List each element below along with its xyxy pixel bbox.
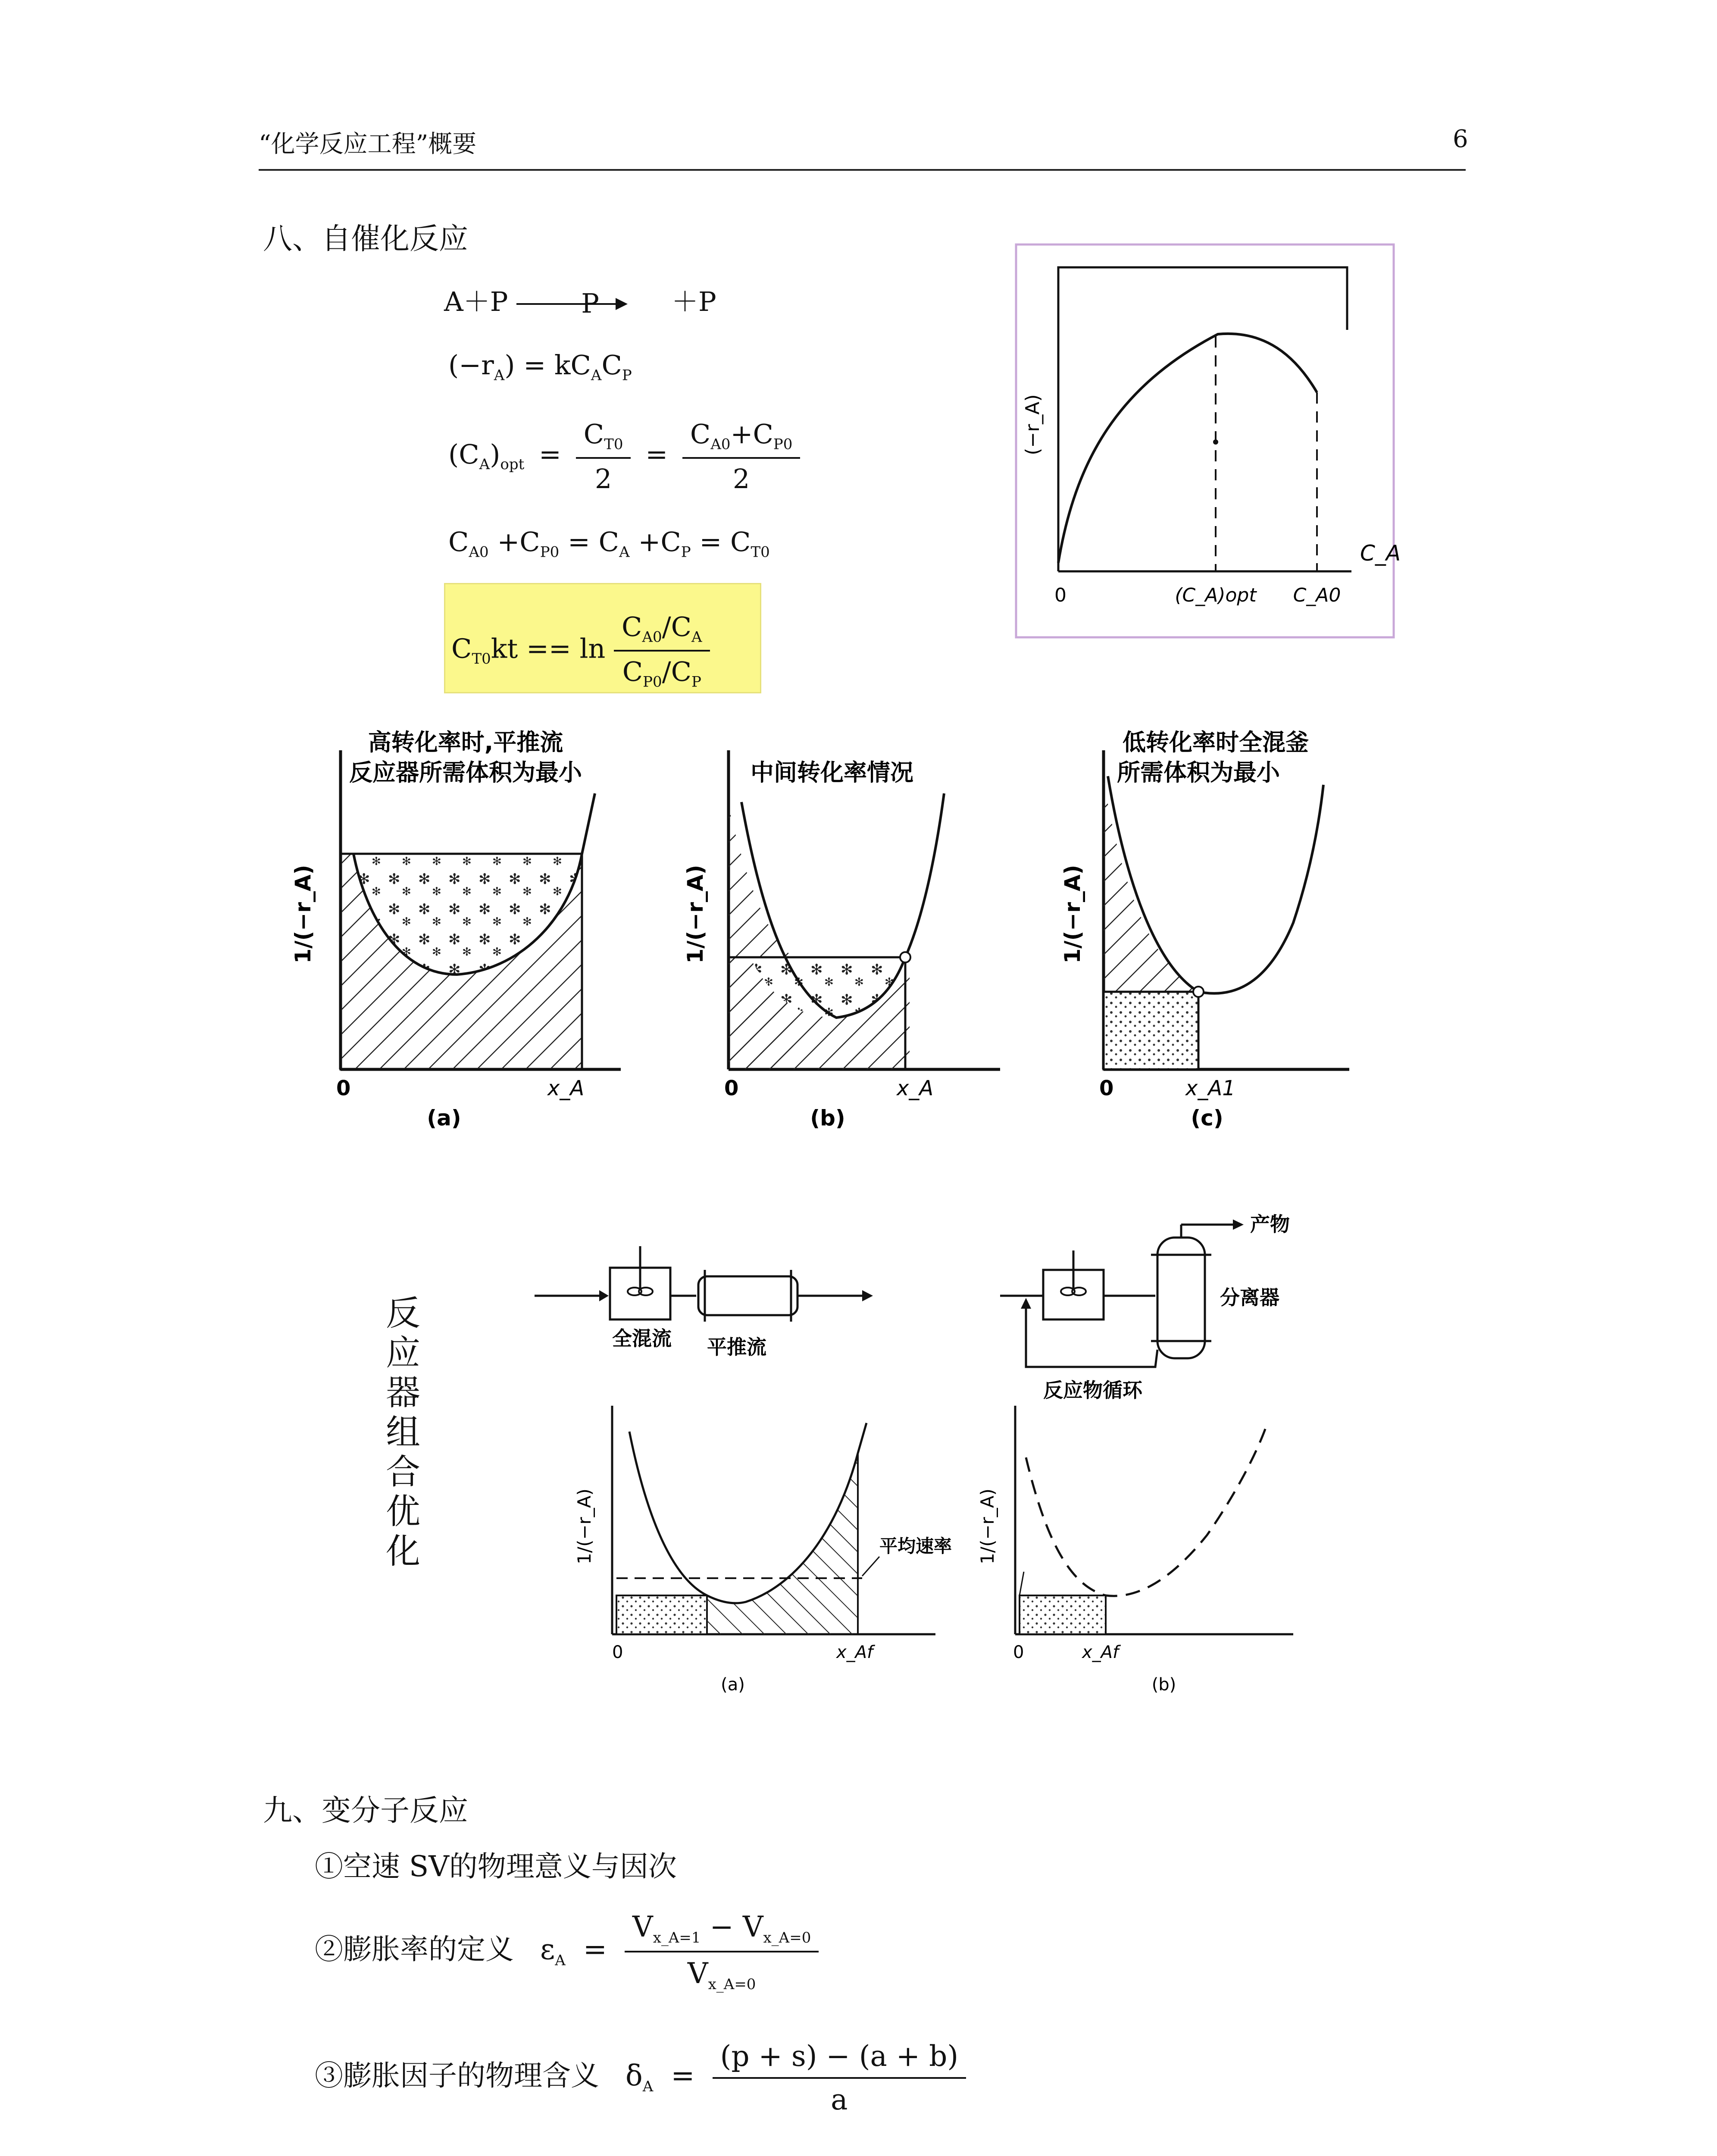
rate-sub2: P	[622, 367, 632, 384]
section9-title: 九、变分子反应	[263, 1794, 469, 1828]
side-char-3: 器	[386, 1373, 420, 1413]
panel-a-ylabel: 1/(−r_A)	[291, 865, 316, 964]
chart-b-curve	[1026, 1423, 1267, 1596]
chart-a-ylabel: 1/(−r_A)	[574, 1489, 595, 1564]
int-num-div: /C	[662, 611, 692, 642]
f2-num-sub1: A0	[710, 436, 731, 453]
int-fraction	[614, 611, 710, 691]
chart-b-zero: 0	[1013, 1642, 1024, 1662]
integrated-equation-highlight	[444, 583, 761, 693]
panel-c-title-1: 低转化率时全混釜	[1123, 729, 1309, 756]
side-char-1: 反	[386, 1293, 420, 1333]
panel-b-ylabel: 1/(−r_A)	[683, 865, 708, 964]
reaction-equation	[444, 280, 716, 319]
item2-eq: =	[583, 1933, 607, 1966]
item3-den: a	[831, 2083, 848, 2116]
item2-num-a: V	[632, 1910, 653, 1943]
bal-e1: = C	[567, 526, 619, 558]
volume-panel-b	[683, 750, 1000, 1131]
opt-fraction-2	[682, 418, 801, 495]
header-rule	[259, 169, 1466, 171]
figure-frame	[1016, 244, 1394, 637]
panel-a-caption: (a)	[427, 1106, 461, 1131]
int-den-sub1: P0	[643, 673, 662, 691]
volume-comparison-figure	[293, 716, 1354, 1160]
f1-num: C	[583, 418, 604, 450]
panel-c-xlabel: x_A1	[1185, 1076, 1235, 1100]
item2-den-sub: x_A=0	[708, 1976, 756, 1993]
bal-s1: A0	[469, 543, 489, 561]
section9-item1: ①空速 SV的物理意义与因次	[315, 1850, 677, 1883]
plot-box	[1058, 267, 1347, 571]
panel-b-xlabel: x_A	[897, 1076, 934, 1100]
section9-item2	[315, 1910, 819, 1993]
chart-b-pointer	[1020, 1572, 1024, 1595]
int-den-sub2: P	[691, 673, 701, 691]
combination-side-title	[384, 1294, 422, 1571]
bal-s2: P0	[540, 543, 560, 561]
panel-a-title-1: 高转化率时,平推流	[368, 729, 563, 756]
recycle-line	[1026, 1304, 1157, 1367]
reaction-right: ＋P	[671, 286, 716, 317]
f1-num-sub: T0	[604, 436, 623, 453]
item2-num-b-sub: x_A=0	[763, 1929, 811, 1947]
item3-eq: =	[671, 2059, 695, 2092]
opt-dot	[1213, 439, 1218, 445]
chart-b-caption: (b)	[1151, 1675, 1176, 1695]
rate-tick-opt: (C_A)opt	[1175, 584, 1257, 606]
expansion-fraction	[625, 1910, 819, 1993]
int-lhs: C	[451, 633, 472, 664]
side-char-7: 化	[386, 1531, 420, 1571]
reactor-combination-figure	[535, 1207, 1362, 1712]
header-title: “化学反应工程”概要	[259, 130, 477, 158]
bal-s3: A	[619, 543, 630, 561]
bal-p1: +C	[497, 526, 540, 558]
panel-b-caption: (b)	[810, 1106, 845, 1131]
f2-plus: +C	[730, 418, 773, 450]
int-num: C	[622, 611, 642, 642]
integrated-equation	[451, 611, 710, 691]
rate-equation	[448, 349, 632, 384]
label-plug-flow: 平推流	[707, 1335, 766, 1359]
f2-num-sub2: P0	[773, 436, 793, 453]
section9-item3	[315, 2040, 966, 2116]
item3-label: ③膨胀因子的物理含义	[315, 2059, 599, 2092]
product-arrow-icon	[1233, 1219, 1244, 1230]
chart-a-dotted-area	[616, 1595, 707, 1634]
chart-a-caption: (a)	[721, 1675, 745, 1695]
f2-num: C	[690, 418, 711, 450]
side-char-6: 优	[386, 1492, 420, 1532]
section9-item4	[315, 2152, 910, 2156]
arrow-product: P	[581, 287, 599, 319]
panel-c-dotted-area	[1104, 992, 1198, 1069]
bal-e2: = C	[699, 526, 751, 558]
pfr-tube	[698, 1276, 798, 1315]
f1-den: 2	[594, 463, 612, 495]
opt-sub: opt	[500, 456, 525, 473]
outlet-arrow-icon	[862, 1290, 873, 1301]
rate-mid: ) = kC	[504, 349, 591, 381]
epsilon-symbol: ε	[540, 1933, 555, 1966]
label-separator: 分离器	[1220, 1286, 1279, 1309]
arrow-icon	[516, 291, 629, 317]
bal-p2: +C	[638, 526, 681, 558]
chart-a-average-label: 平均速率	[879, 1536, 952, 1557]
item2-label: ②膨胀率的定义	[315, 1933, 514, 1966]
volume-panel-a	[291, 729, 621, 1131]
optimum-concentration-equation	[448, 418, 800, 495]
rate-concentration-figure	[1015, 244, 1401, 638]
rate-lhs-sub: A	[494, 367, 505, 384]
panel-b-zero: 0	[724, 1076, 739, 1100]
balance-equation	[448, 526, 770, 561]
opt-fraction-1	[576, 418, 631, 495]
side-char-4: 组	[386, 1412, 420, 1452]
item2-minus: − V	[701, 1910, 763, 1943]
panel-c-caption: (c)	[1191, 1106, 1223, 1131]
chart-a-zero: 0	[612, 1642, 623, 1662]
expansion-factor-fraction	[713, 2040, 966, 2116]
reaction-arrow	[516, 287, 629, 319]
label-recycle: 反应物循环	[1043, 1379, 1142, 1402]
chart-b-dotted-area	[1020, 1595, 1106, 1634]
rate-ylabel: (−r_A)	[1022, 394, 1044, 455]
panel-a-xlabel: x_A	[547, 1076, 585, 1100]
chart-b-xlabel: x_Af	[1082, 1642, 1119, 1662]
delta-sub: A	[642, 2078, 654, 2096]
label-mixed-flow: 全混流	[612, 1327, 672, 1350]
epsilon-sub: A	[555, 1952, 566, 1969]
chart-a-xlabel: x_Af	[836, 1642, 873, 1662]
side-char-5: 合	[386, 1452, 420, 1492]
f2-den: 2	[732, 463, 750, 495]
chart-b-ylabel: 1/(−r_A)	[977, 1489, 998, 1564]
panel-a-title-2: 反应器所需体积为最小	[349, 759, 582, 786]
rate-curve	[1058, 334, 1317, 563]
rate-sub1: A	[591, 367, 602, 384]
panel-b-point	[900, 952, 910, 962]
int-kt: kt == ln	[491, 633, 606, 664]
opt-lhs-sub: A	[479, 456, 490, 473]
reaction-left: A＋P	[444, 286, 508, 317]
rate-tick-0: 0	[1054, 584, 1066, 606]
section8-title: 八、自催化反应	[263, 222, 469, 256]
combination-chart-a	[574, 1406, 952, 1695]
opt-eq1: =	[539, 438, 561, 470]
rate-lhs: (−r	[448, 349, 494, 381]
rate-tick-ca0: C_A0	[1293, 584, 1341, 606]
panel-c-title-2: 所需体积为最小	[1117, 759, 1280, 786]
int-den-div: /C	[662, 656, 692, 688]
panel-c-ylabel: 1/(−r_A)	[1060, 865, 1085, 964]
volume-panel-c	[1060, 729, 1349, 1131]
inlet-arrow-icon	[599, 1290, 609, 1301]
combination-chart-b	[977, 1406, 1293, 1695]
item2-num-a-sub: x_A=1	[653, 1929, 701, 1947]
item3-num: (p + s) − (a + b)	[713, 2040, 966, 2079]
panel-c-zero: 0	[1099, 1076, 1114, 1100]
panel-a-zero: 0	[336, 1076, 351, 1100]
opt-lhs-end: )	[490, 438, 500, 470]
int-lhs-sub: T0	[472, 650, 491, 667]
rate-xlabel: C_A	[1360, 541, 1401, 566]
label-product: 产物	[1250, 1213, 1290, 1236]
chart-a-hatched-area	[707, 1453, 858, 1634]
rate-c: C	[601, 349, 622, 381]
delta-symbol: δ	[625, 2059, 643, 2092]
mixed-plug-series-diagram	[535, 1246, 873, 1359]
bal-s5: T0	[751, 543, 770, 561]
panel-c-point	[1193, 987, 1204, 997]
item2-den: V	[687, 1957, 708, 1990]
bal-c1: C	[448, 526, 469, 558]
side-char-2: 应	[386, 1333, 420, 1373]
int-num-sub2: A	[691, 628, 702, 646]
recycle-diagram	[1000, 1213, 1290, 1402]
bal-s4: P	[681, 543, 691, 561]
opt-eq2: =	[645, 438, 668, 470]
page-number: 6	[1453, 125, 1468, 153]
recycle-arrow-icon	[1021, 1298, 1031, 1309]
int-num-sub1: A0	[642, 628, 662, 646]
opt-lhs: (C	[448, 438, 479, 470]
int-den: C	[622, 656, 643, 688]
panel-b-title: 中间转化率情况	[751, 759, 913, 786]
chart-a-average-pointer	[862, 1557, 879, 1576]
